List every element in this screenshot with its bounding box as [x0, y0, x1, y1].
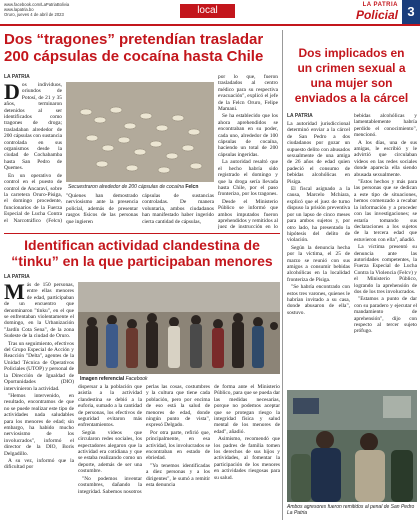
article2-title-line2: un crimen sexual a [297, 61, 406, 75]
issue-date: Oruro, jueves 4 de abril de 2023 [4, 12, 64, 18]
article3-photo-credit: Facebook [125, 376, 148, 382]
article3-paragraph: ás de 150 personas, entre ellas menores de edad, participaban de un encuentro que denominaron "tinku", en el que se enfrentaban violentamente el domingo, en la Urbanización "Jardín Cota Sena", de la zona Sudeste de la ciudad de Oruro. [4, 282, 74, 340]
article1-paragraph: Desde el Ministerio Público se informó que ambos imputados fueron aprehendidos y remitidos al juez de instrucción en lo [218, 198, 278, 229]
article1-photo-credit: Felcn [185, 184, 199, 190]
article1-caption-text: Secuestraron alrededor de 200 cápsulas de cocaína [68, 184, 184, 190]
article2-paragraph: "Se habría encontrado con estos tres varones, quienes le habrían invitado a su casa, donde abusaron de ella", sostuvo. [287, 284, 350, 316]
article1-column1 [4, 82, 62, 224]
article1-title-line2: 200 cápsulas de cocaína hasta Chile [4, 48, 264, 65]
article2-photo-caption [287, 504, 417, 516]
article1-dropcap: D [4, 82, 20, 104]
article2-title-line1: Dos implicados en [298, 46, 405, 60]
article3-caption-text: Imagen referencial [80, 376, 125, 382]
article1-title [4, 31, 280, 65]
article3-title-line2: “tinku” en la que participaban menores [11, 253, 273, 269]
article2-paragraph: El fiscal asignado a la causa, Marcelo Mchiara, explicó que el juez de turno dispuso la prisión preventiva por un lapso de cinco meses para ambos sujetos y, por otro lado, ha presentado la hipótesis del delito de violación. [287, 186, 350, 244]
article3-photo [78, 282, 280, 374]
article3-paragraph: "Hemos intervenido, en resultado, encontramos de que no se puede realizar este tipo de actividades nada saludables para los menores de edad; sin embargo, ha habido mucho nerviosismo de los involucrados", informó el director de la DIO, Boris Delgadillo. [4, 392, 74, 457]
article3-dropcap: M [4, 282, 25, 304]
article1-paragraph: "Quienes han demostrado nerviosismo ante la presencia policial, además de presentar rasgos físicos de las personas que ingieren [66, 193, 138, 225]
article1-column4 [218, 74, 278, 229]
header-info [4, 2, 69, 18]
article3-paragraph: de forma ante el Ministerio Público, para que se pueda dar las medidas necesarias, porque no podemos aceptar que se protegan riesgo la integridad física y salud mental de los menores de edad", añadió. [214, 384, 280, 435]
article3-paragraph: "No podemos inventar costumbres, dañando la integridad. Sabemos nosotros [78, 475, 142, 495]
article2-column2 [354, 113, 417, 386]
article1-photo-caption [68, 184, 214, 190]
article3-column3 [146, 384, 210, 522]
section-label: local [180, 4, 235, 18]
article1-column3 [142, 193, 214, 229]
website-link[interactable]: www.lapatria.bo [4, 7, 34, 13]
page-header [0, 0, 420, 26]
article2-paragraph: A los días, una de sus amigas, le escribió y le advirtió que circulaban videos en las redes sociales donde aparecía ella siendo abusada sexualmente. [354, 139, 417, 178]
page-number: 3 [402, 0, 420, 24]
section-divider [4, 233, 280, 234]
article2-photo-credit: La Patria [287, 510, 308, 516]
article1-paragraph: En un operativo de control en el puesto de control de Ancaraví, sobre la carretera Oruro-Pisiga, el domingo procedente, funcionarios de la Fuerza Especial de Lucha Contra el Narcotráfico (Felcn) [4, 172, 62, 224]
article2-title-line3: una mujer son [310, 76, 393, 90]
article3-paragraph: Asimismo, recomendó que los padres de familia tomen los derechos de sus hijos y actividades, al fomentar la participación de los menores en actividades riesgosas para su salud. [214, 436, 280, 481]
article3-paragraph: Por otra parte, refirió que, principalmente, en esa actividad, los involucrados se encontraban en estado de ebriedad. [146, 429, 210, 462]
article3-paragraph: dispersar a la población que asistía a la actividad clandestina se debió a la euforia, sumado a la cantidad de personas, los efectivos de seguridad evitaron más enfrentamientos. [78, 384, 142, 429]
article2-paragraph: Según la denuncia hecha por la víctima, el 25 de marzo se reunió con sus amigos a consumir bebidas alcohólicas en la localidad fronteriza de Pisiga. [287, 244, 350, 283]
article1-paragraph: cápsulas de sustancias controladas. De manera voluntaria, ambos ciudadanos han manifestado haber ingerido cierta cantidad de cápsulas, [142, 193, 214, 225]
article2-paragraph: "Estos hechos y más para las personas que se dedican a este tipo de situaciones, hemos comenzado a recabar la información y a proceder con las investigaciones; se estaría tomando sus declaraciones a los sujetos de la tercera edad que estuvieron con ella", añadió. [354, 179, 417, 243]
article2-paragraph: bebidas alcohólicas y lamentablemente habría perdido el conocimiento", mencionó. [354, 113, 417, 139]
article2-title [286, 46, 417, 106]
article1-paragraph: Se ha establecido que los ahora aprehendidos se encontraban en su poder, cada uno, alrededor de 100 cápsulas de cocaína, haciendo un total de 200 cápsulas ingeridas. [218, 113, 278, 158]
article2-paragraph: La autoridad jurisdiccional determinó enviar a la cárcel de San Pedro a dos ciudadanos por gozar un supuesto delito con abusados sexualmente de una amiga de 26 años de edad quien padeció el consumo de bebidas alcohólicas en Pisiga. [287, 121, 350, 185]
article1-paragraph: La autoridad resaltó que el hecho habría sido registrado el domingo y que la droga sería llevada hasta Chile, por el paso fronterizo, por los tragones. [218, 159, 278, 198]
article2-caption-text: Ambos agresores fueron remitidos al penal de San Pedro [287, 504, 415, 510]
article3-byline: LA PATRIA [4, 274, 30, 280]
article3-paragraph: Según videos que circularon redes sociales, los espectadores alegaron que la actividad era cotidiana y que se estaba realizando como un deporte, además de ser una costumbre. [78, 429, 142, 475]
article1-paragraph: por lo que, fueron trasladados al centro médico para su respectiva evacuación", explicó el jefe de la Felcn Oruro, Felipe Mamani. [218, 74, 278, 113]
article1-paragraph: os individuos, oriundos de Potosí, de 21 y 35 años, terminaron detenidos al ser identificados como tragones de droga; trasladaban alrededor de 200 cápsulas con sustancia controlada en sus organismos desde la ciudad de Cochabamba hasta San Pedro de Quemes. [4, 82, 62, 172]
article3-paragraph: Tras un seguimiento, efectivos del Grupo Especial de Acción y Reacción "Delta", agentes de la Unidad Técnica de Operativos Policiales (UTOP) y personal de la Dirección de Igualdad de Oportunidades (DIO) intervinieron la actividad. [4, 340, 74, 392]
logo-top: LA PATRIA [362, 2, 398, 8]
article2-title-line4: enviados a la cárcel [294, 91, 409, 105]
article3-paragraph: A su vez, informó que la dificultad por [4, 457, 74, 471]
article2-column1 [287, 121, 350, 386]
article3-title-line1: Identifican actividad clandestina de [24, 237, 260, 253]
detainees-image [287, 390, 417, 502]
article1-column2 [66, 193, 138, 229]
article2-paragraph: "Estamos a punto de dar con su paradero y ejecutar el mandamiento de aprehensión", dijo con respecto al tercer sujeto prófugo. [354, 296, 417, 335]
article3-column1 [4, 282, 74, 522]
article3-photo-caption [80, 376, 280, 382]
facebook-link[interactable]: www.facebook.com/LaPatriaBolivia [4, 2, 70, 7]
article1-title-line1: Dos “tragones” pretendían trasladar [4, 31, 264, 48]
article2-byline: LA PATRIA [287, 113, 313, 119]
cocaine-capsules-image [66, 82, 214, 182]
article2-photo [287, 390, 417, 502]
logo-main: Policial [355, 8, 398, 22]
article3-paragraph: perlas las cosas, costumbres y la cultura que tiene cada población, pero por encima de eso está la salud de menores de edad, donde ningún punto de vista", expresó Delgado. [146, 384, 210, 429]
column-divider [282, 30, 283, 520]
article3-title [4, 237, 280, 269]
tinku-crowd-image [78, 282, 280, 374]
article3-column4 [214, 384, 280, 522]
article1-byline: LA PATRIA [4, 74, 30, 80]
article3-paragraph: "Yo tenemos identificadas a diez personas y a los dirigentes", le sumó a remitir esta denuncia [146, 462, 210, 489]
article1-photo [66, 82, 214, 182]
logo [356, 2, 398, 22]
article3-column2 [78, 384, 142, 522]
article2-paragraph: La víctima presentó su denuncia ante las autoridades competentes, la Fuerza Especial de Lucha Contra la Violencia (Felcv) y el Ministerio Público, logrando la aprehensión de dos de los tres involucrados. [354, 244, 417, 295]
